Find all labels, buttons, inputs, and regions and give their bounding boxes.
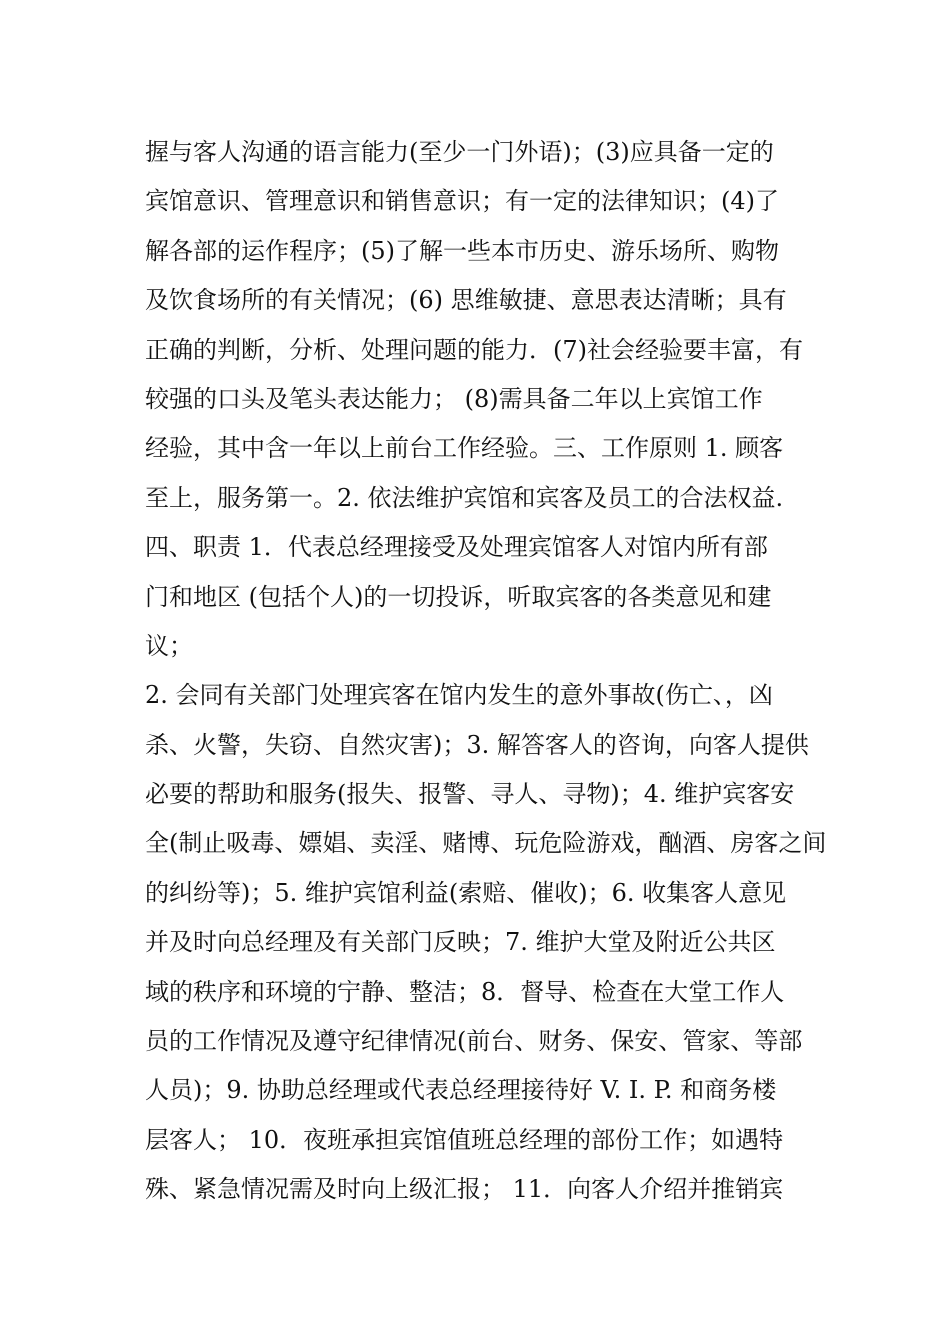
text-line: 的纠纷等)；5. 维护宾馆利益(索赔、催收)；6. 收集客人意见 [145,878,787,907]
text-line: 至上，服务第一。2. 依法维护宾馆和宾客及员工的合法权益. [145,483,784,512]
text-line: 层客人； 10．夜班承担宾馆值班总经理的部份工作；如遇特 [145,1125,784,1154]
text-line: 经验，其中含一年以上前台工作经验。三、工作原则 1. 顾客 [145,434,784,463]
text-line: 并及时向总经理及有关部门反映；7. 维护大堂及附近公共区 [145,928,776,957]
text-line: 门和地区 (包括个人)的一切投诉，听取宾客的各类意见和建 [145,582,772,611]
text-line: 人员)；9. 协助总经理或代表总经理接待好 V. I. P. 和商务楼 [145,1076,777,1105]
text-line: 2. 会同有关部门处理宾客在馆内发生的意外事故(伤亡、，凶 [145,681,773,710]
text-line: 殊、紧急情况需及时向上级汇报； 11．向客人介绍并推销宾 [145,1175,784,1204]
text-line: 较强的口头及笔头表达能力； (8)需具备二年以上宾馆工作 [145,384,763,413]
text-line: 及饮食场所的有关情况；(6) 思维敏捷、意思表达清晰；具有 [145,286,787,315]
text-line: 握与客人沟通的语言能力(至少一门外语)；(3)应具备一定的 [145,138,774,166]
text-line: 域的秩序和环境的宁静、整洁；8．督导、检查在大堂工作人 [145,977,785,1006]
text-line: 宾馆意识、管理意识和销售意识；有一定的法律知识；(4)了 [145,187,779,216]
text-line: 必要的帮助和服务(报失、报警、寻人、寻物)；4. 维护宾客安 [145,780,795,809]
text-line: 全(制止吸毒、嫖娼、卖淫、赌博、玩危险游戏，酗酒、房客之间 [145,829,827,858]
text-line: 杀、火警，失窃、自然灾害)；3. 解答客人的咨询，向客人提供 [145,730,809,759]
text-line: 议； [145,631,193,660]
text-line: 正确的判断，分析、处理问题的能力．(7)社会经验要丰富，有 [145,335,803,364]
text-line: 解各部的运作程序；(5)了解一些本市历史、游乐场所、购物 [145,236,779,265]
text-line: 员的工作情况及遵守纪律情况(前台、财务、保安、管家、等部 [145,1027,803,1056]
text-line: 四、职责 1．代表总经理接受及处理宾馆客人对馆内所有部 [145,533,768,562]
body-text [145,128,827,1215]
